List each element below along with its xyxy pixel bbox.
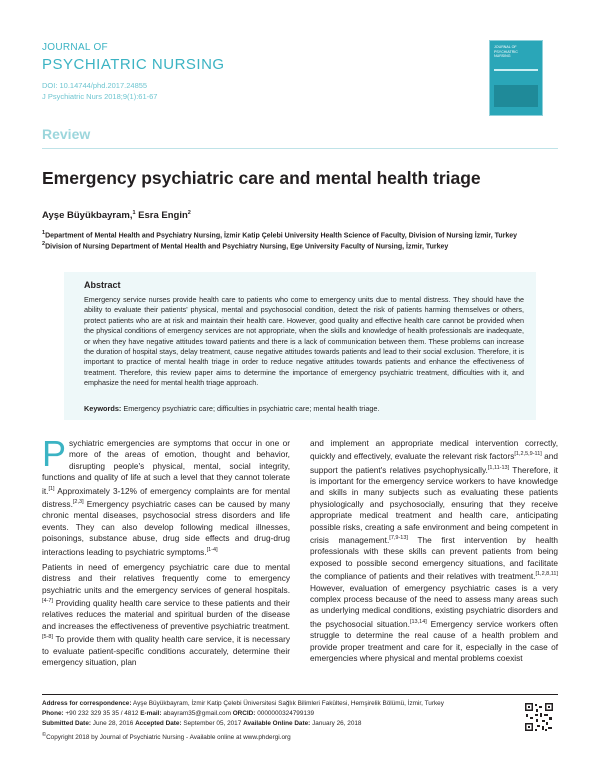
affiliation-2: $^2$Division of Nursing Department of Mental Health and Psychiatry Nursing, Ege University Faculty of Nursing, İzmir, Turkey <box>42 241 449 251</box>
paragraph-3: and implement an appropriate medical intervention correctly, quickly and effectively, evaluate the relevant risk factors[1,2,5,9-11] and support the patient's relatives psychophysically.[1,11-13] Therefore, it is important for the emergency service workers to have knowledge and skills in many subjects such as evaluating these patients physiologically and psychosocially, ensuring that they receive appropriate medical treatment and health care, anticipating possible risks, creating a safe environment and being competent in crisis management.[7,9-13] The first intervention by health professionals with these skills can prevent patients from being exposed to possible second emergency situations, and facilitate the compliance of patients and their relatives with treatment.[1,2,8,11] However, evaluation of emergency psychiatric cases is a very complex process because of the need to assess many areas such as underlying medical conditions, existing psychiatric disorders and the psychosocial situation.[13,14] Emergency service workers often struggle to determine the real cause of a health problem and provide proper treatment and care for it, especially in the case of emergencies where physical and mental problems coexist <box>310 438 558 663</box>
paragraph-2: Patients in need of emergency psychiatric care due to mental distress and their relatives frequently come to emergency psychiatric units and the emergency services of general hospitals.[4-7] Providing quality health care service to these patients and their relatives reduces the material and spiritual burden of the disease and increases the effectiveness of preventive psychiatric treatment.[5-8] To provide them with quality health care service, it is necessary to evaluate patient-specific conditions accurately, determine their emergency situation, plan <box>42 561 290 667</box>
body-column-2 <box>310 438 558 664</box>
journal-name: PSYCHIATRIC NURSING <box>42 56 225 73</box>
body-column-1 <box>42 433 290 668</box>
email-link[interactable]: abayram35@gmail.com <box>161 710 233 717</box>
copyright: ©Copyright 2018 by Journal of Psychiatric Nursing - Available online at www.phdergi.org <box>42 732 291 742</box>
author-2: Esra Engin <box>135 210 188 222</box>
keywords: Keywords: Emergency psychiatric care; difficulties in psychiatric care; mental health triage. <box>84 404 380 413</box>
author-1: Ayşe Büyükbayram, <box>42 210 133 222</box>
cover-title: JOURNAL OF PSYCHIATRIC NURSING <box>494 45 518 58</box>
header-divider <box>42 148 558 149</box>
doi-block <box>42 80 157 102</box>
citation: J Psychiatric Nurs 2018;9(1):61-67 <box>42 92 158 101</box>
cover-picture <box>494 85 538 107</box>
qr-code-icon[interactable] <box>524 702 554 746</box>
paragraph-1: Psychiatric emergencies are symptoms that occur in one or more of the areas of emotion, thought and behavior, disrupting people's physical, mental, social integrity, functions and quality of life at such a level that they cannot tolerate it.[1] Approximately 3-12% of emergency complaints are for mental distress.[2,3] Emergency psychiatric cases can be caused by many chronic mental diseases, psychosocial stress disorders and life events. They can also develop following medical illnesses, poisonings, substance abuse, drug side effects and drug-drug interactions leading to psychiatric symptoms.[1-4] <box>42 433 290 557</box>
affiliation-1: $^1$Department of Mental Health and Psychiatry Nursing, İzmir Katip Çelebi University Health Science of Faculty, Division of Nursing İzmir, Turkey <box>42 230 518 240</box>
correspondence-contact: Phone: +90 232 329 35 35 / 4812 E-mail: abayram35@gmail.com ORCID: 0000000324799139 <box>42 710 315 717</box>
abstract-text: Emergency service nurses provide health care to patients who come to emergency units due to mental distress. They should have the ability to evaluate their patients' physical, mental and psychosocial condition, detect the risk of patients harming themselves or others, protect patients who are at risk and maintain their health care. However, good quality and effective health care cannot be provided when the physical conditions of emergency services are not appropriate, when the skills and knowledge of health professionals are inadequate, or when they have negative attitudes toward patients and there is a lack of communication between them. These problems can increase the duration of hospital stays, delay treatment, cause negative attitudes towards patients and lead to their social exclusion. Therefore, it is important to practice of mental health triage in order to reduce negative attitudes towards patients and enhance the effectiveness of treatment. Therefore, this review paper aims to determine the importance of emergency psychiatric treatment, difficulties with it, and emphasize the need for mental health triage approach. <box>84 295 524 388</box>
authors: Ayşe Büyükbayram,$^1$ Esra Engin$^2$ <box>42 210 191 222</box>
drop-cap: P <box>42 433 67 474</box>
journal-cover-image <box>489 40 543 116</box>
correspondence-address: Address for correspondence: Ayşe Büyükbayram, İzmir Katip Çelebi Üniversitesi Sağlık Bilimleri Fakültesi, Hemşirelik Bölümü, İzmir, Turkey <box>42 700 444 707</box>
article-dates: Submitted Date: June 28, 2016 Accepted Date: September 05, 2017 Available Online Date: January 26, 2018 <box>42 720 362 727</box>
abstract-heading: Abstract <box>84 280 121 290</box>
section-label: Review <box>42 126 91 142</box>
journal-name-small: JOURNAL OF <box>42 42 108 53</box>
footer-divider <box>42 694 558 695</box>
article-title: Emergency psychiatric care and mental health triage <box>42 168 481 188</box>
doi[interactable]: DOI: 10.14744/phd.2017.24855 <box>42 81 148 90</box>
cover-stripe <box>494 69 538 71</box>
